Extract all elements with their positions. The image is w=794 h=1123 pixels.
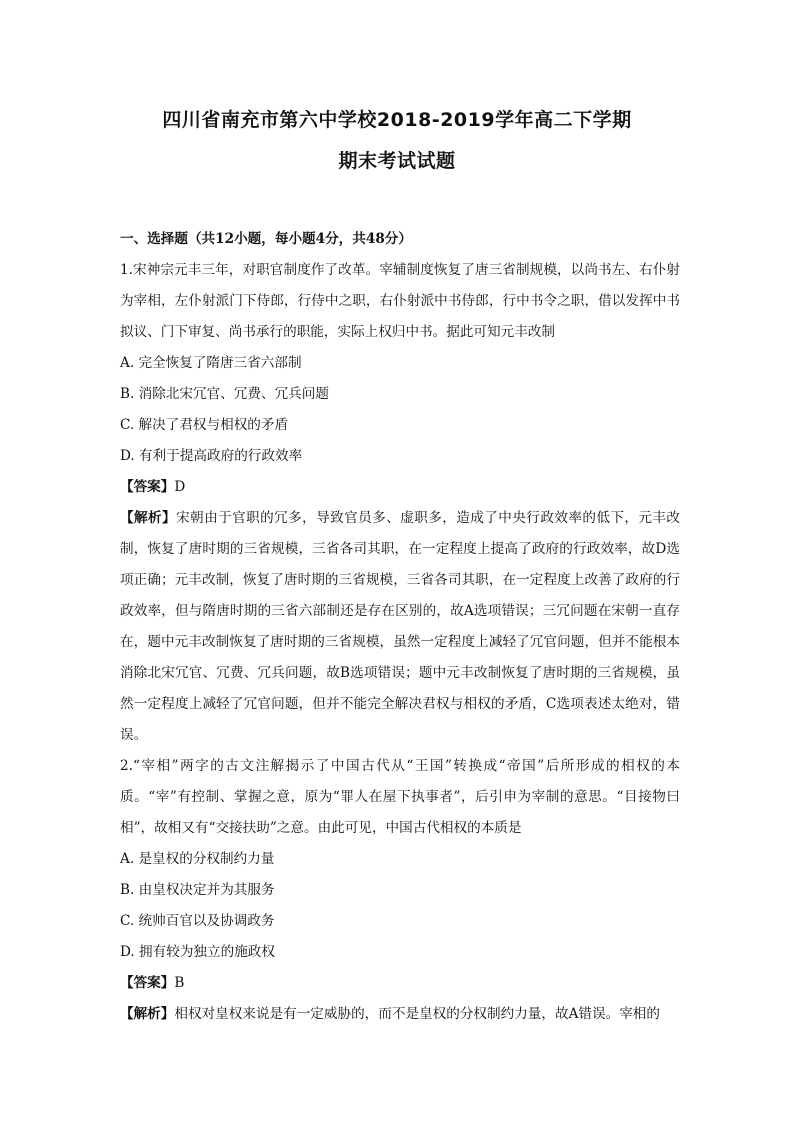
answer-label: 【答案】: [120, 975, 175, 991]
question-1-option-a: A. 完全恢复了隋唐三省六部制: [120, 355, 302, 371]
analysis-label: 【解析】: [120, 1006, 175, 1022]
analysis-label: 【解析】: [120, 510, 177, 526]
question-1-option-b: B. 消除北宋冗官、冗费、冗兵问题: [120, 386, 329, 402]
analysis-text: 相权对皇权来说是有一定威胁的，而不是皇权的分权制约力量，故A错误。宰相的: [174, 1006, 660, 1022]
answer-value: B: [174, 975, 185, 991]
question-2-analysis: [120, 999, 680, 1030]
question-1-option-d: D. 有利于提高政府的行政效率: [120, 448, 303, 464]
question-1-analysis: [120, 503, 680, 751]
question-2-option-a: A. 是皇权的分权制约力量: [120, 851, 275, 867]
document-title: 四川省南充市第六中学校2018-2019学年高二下学期: [162, 109, 632, 131]
answer-value: D: [174, 479, 186, 495]
section-heading: 一、选择题（共12小题，每小题4分，共48分）: [120, 231, 412, 247]
document-subtitle: 期末考试试题: [338, 150, 456, 172]
question-2-option-d: D. 拥有较为独立的施政权: [120, 944, 275, 960]
answer-label: 【答案】: [120, 479, 175, 495]
analysis-text: 宋朝由于官职的冗多，导致官员多、虚职多，造成了中央行政效率的低下，元丰改制，恢复了唐时期的三省规模，三省各司其职，在一定程度上提高了政府的行政效率，故D选项正确；元丰改制，恢复了唐时期的三省规模，三省各司其职，在一定程度上改善了政府的行政效率，但与隋唐时期的三省六部制还是存在区别的，故A选项错误；三冗问题在宋朝一直存在，题中元丰改制恢复了唐时期的三省规模，虽然一定程度上减轻了冗官问题，但并不能根本消除北宋冗官、冗费、冗兵问题，故B选项错误；题中元丰改制恢复了唐时期的三省规模，虽然一定程度上减轻了冗官问题，但并不能完全解决君权与相权的矛盾，C选项表述太绝对，错误。: [120, 510, 681, 743]
question-1-option-c: C. 解决了君权与相权的矛盾: [120, 417, 289, 433]
question-1-answer: [120, 472, 680, 503]
question-2-option-c: C. 统帅百官以及协调政务: [120, 913, 275, 929]
exam-content: [120, 224, 680, 1030]
question-2-option-b: B. 由皇权决定并为其服务: [120, 882, 275, 898]
question-2-stem: 2.“宰相”两字的古文注解揭示了中国古代从“王国”转换成“帝国”后所形成的相权的本质。“宰”有控制、掌握之意，原为“罪人在屋下执事者”，后引申为宰制的意思。“目接物曰相”，故相又有“交接扶助”之意。由此可见，中国古代相权的本质是: [120, 758, 680, 836]
question-2-answer: [120, 968, 680, 999]
question-1-stem: 1.宋神宗元丰三年，对职官制度作了改革。宰辅制度恢复了唐三省制规模，以尚书左、右仆射为宰相，左仆射派门下侍郎，行侍中之职，右仆射派中书侍郎，行中书令之职，借以发挥中书拟议、门下审复、尚书承行的职能，实际上权归中书。据此可知元丰改制: [120, 262, 680, 340]
